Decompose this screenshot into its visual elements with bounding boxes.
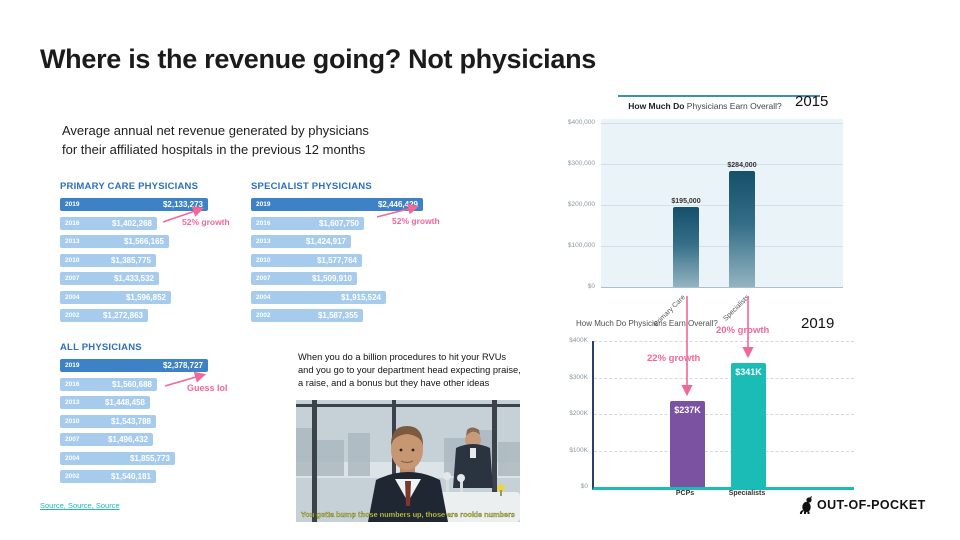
annotation-22-growth: 22% growth [647,353,701,364]
revenue-bar-row [60,217,157,230]
revenue-bar-row [60,433,153,446]
y-axis-tick: $100K [569,446,588,454]
bar-value: $1,540,181 [110,472,151,481]
logo-text: OUT-OF-POCKET [817,498,926,512]
revenue-bar-row [60,359,208,372]
y-axis-tick: $0 [587,283,595,290]
earnings-bar-specialists [727,161,757,287]
revenue-bar-row [251,198,423,211]
earnings-bar-primary-care [671,198,701,287]
meme-caption: You gotta bump those numbers up, those are rookie numbers [301,510,515,519]
revenue-bar-row [60,470,156,483]
source-link-2[interactable]: Source , [68,501,96,510]
revenue-bar-row [60,235,169,248]
x-label-pcps: PCPs [675,490,695,497]
annotation-growth-primary: 52% growth [182,217,230,227]
revenue-bar-row [251,309,363,322]
revenue-bar-row [251,272,357,285]
subtitle-line-1: Average annual net revenue generated by physicians [62,123,369,138]
specialist-revenue-chart [251,181,461,328]
bar-year: 2013 [65,238,80,245]
bar-year: 2019 [65,362,80,369]
bar-value: $1,496,432 [107,435,148,444]
bar-value: $1,566,165 [123,237,164,246]
primary-care-revenue-chart [60,181,270,328]
year-label-2019: 2019 [801,315,835,332]
bar-year: 2013 [256,238,271,245]
earnings-bar-pcps [670,401,705,488]
source-link-1[interactable]: Source , [40,501,68,510]
revenue-bar-row [60,309,148,322]
bar-year: 2013 [65,399,80,406]
section-title-all: ALL PHYSICIANS [60,342,142,353]
bar-rows [60,359,270,483]
y-axis-tick: $300,000 [567,160,595,167]
source-links [40,501,120,510]
gridline [594,378,854,379]
y-axis-tick: $200,000 [567,201,595,208]
earnings-chart-2015 [567,119,843,290]
gridline [594,341,854,342]
revenue-bar-row [60,291,171,304]
earnings-chart-2019 [569,337,854,490]
bar-year: 2002 [256,312,271,319]
meme-image [296,400,520,522]
bar-year: 2016 [65,380,80,388]
year-label-2015: 2015 [795,93,829,110]
bar-year: 2007 [65,436,80,443]
annotation-guess-lol: Guess lol [187,383,228,393]
bar-value: $1,607,750 [318,218,359,228]
subtitle [62,122,369,160]
gridline [601,205,843,206]
bar-value: $1,385,775 [110,255,151,265]
bar-year: 2002 [65,473,80,480]
chart-2015-header-rule [618,95,820,97]
y-axis-tick: $100,000 [567,242,595,249]
bar-data-label: $237K [674,404,701,415]
bar-value: $1,587,355 [317,311,358,320]
bar-value: $1,509,910 [311,274,352,283]
bar-value: $1,915,524 [340,292,381,302]
y-axis-tick: $300K [569,373,588,381]
section-title-specialist: SPECIALIST PHYSICIANS [251,181,372,192]
all-physicians-revenue-chart [60,342,270,489]
revenue-bar-row [60,378,157,391]
gridline [601,164,843,165]
chart-2019-title: How Much Do Physicians Earn Overall? [576,319,718,328]
bar-data-label: $341K [735,366,762,377]
bar-data-label: $284,000 [727,161,757,169]
annotation-20-growth: 20% growth [716,325,770,336]
bar-year: 2004 [65,454,80,462]
section-title-primary-care: PRIMARY CARE PHYSICIANS [60,181,199,192]
y-axis-tick: $0 [580,483,588,490]
gridline [601,123,843,124]
x-label-specialists-2019: Specialists [728,490,766,497]
bar-year: 2004 [65,293,80,301]
revenue-bar-row [60,452,175,465]
bar-year: 2019 [256,201,271,208]
revenue-bar-row [60,415,156,428]
bar-year: 2016 [256,219,271,227]
bar-year: 2007 [256,275,271,282]
x-label-primary-care: Primary Care [652,294,687,329]
page-title: Where is the revenue going? Not physicians [40,44,597,74]
bar-value: $1,855,773 [129,453,170,463]
bar-value: $1,424,917 [305,237,346,246]
bar-value: $1,272,863 [102,311,143,320]
bar-value: $1,433,532 [113,274,154,283]
bar-rows [60,198,270,322]
bar-value: $1,560,688 [111,379,152,389]
bar-year: 2004 [256,293,271,301]
gridline [594,451,854,452]
gridline [601,246,843,247]
bar-value: $1,448,458 [104,398,145,407]
annotation-growth-specialist: 52% growth [392,216,440,226]
bar-year: 2010 [65,417,80,425]
revenue-bar-row [251,217,364,230]
bar-value: $1,577,764 [316,255,357,265]
bar-value: $1,543,788 [110,416,151,426]
bar-year: 2010 [256,256,271,264]
revenue-bar-row [251,235,351,248]
bar-value: $2,133,273 [162,200,203,209]
source-link-3[interactable]: Source [95,501,120,510]
kangaroo-icon [799,496,814,514]
y-axis-tick: $400K [569,337,588,344]
bar-year: 2016 [65,219,80,227]
bar-year: 2019 [65,201,80,208]
bar-data-label: $195,000 [671,198,701,206]
revenue-bar-row [251,254,362,267]
revenue-bar-row [251,291,386,304]
bar-value: $2,378,727 [162,361,203,370]
subtitle-line-2: for their affiliated hospitals in the previous 12 months [62,141,366,157]
earnings-bar-specialists [731,363,766,487]
bar-value: $1,402,268 [111,218,152,228]
bar-year: 2007 [65,275,80,282]
bar-year: 2010 [65,256,80,264]
revenue-bar-row [60,198,208,211]
meme-setup-text: When you do a billion procedures to hit your RVUs and you go to your department head expecting praise, a raise, and a bonus but they have other ideas [298,352,521,389]
y-axis-tick: $200K [569,410,588,417]
revenue-bar-row [60,272,159,285]
revenue-bar-row [60,396,150,409]
bar-year: 2002 [65,312,80,319]
out-of-pocket-logo [799,496,926,514]
bar-value: $2,446,429 [377,200,418,209]
y-axis-tick: $400,000 [567,119,595,126]
chart-2015-title-rest: Physicians Earn Overall? [684,101,782,111]
bar-value: $1,596,852 [125,292,166,302]
x-label-specialists: Specialists [722,294,751,323]
gridline [594,414,854,415]
revenue-bar-row [60,254,156,267]
chart-2015-title-bold: How Much Do [628,101,685,111]
